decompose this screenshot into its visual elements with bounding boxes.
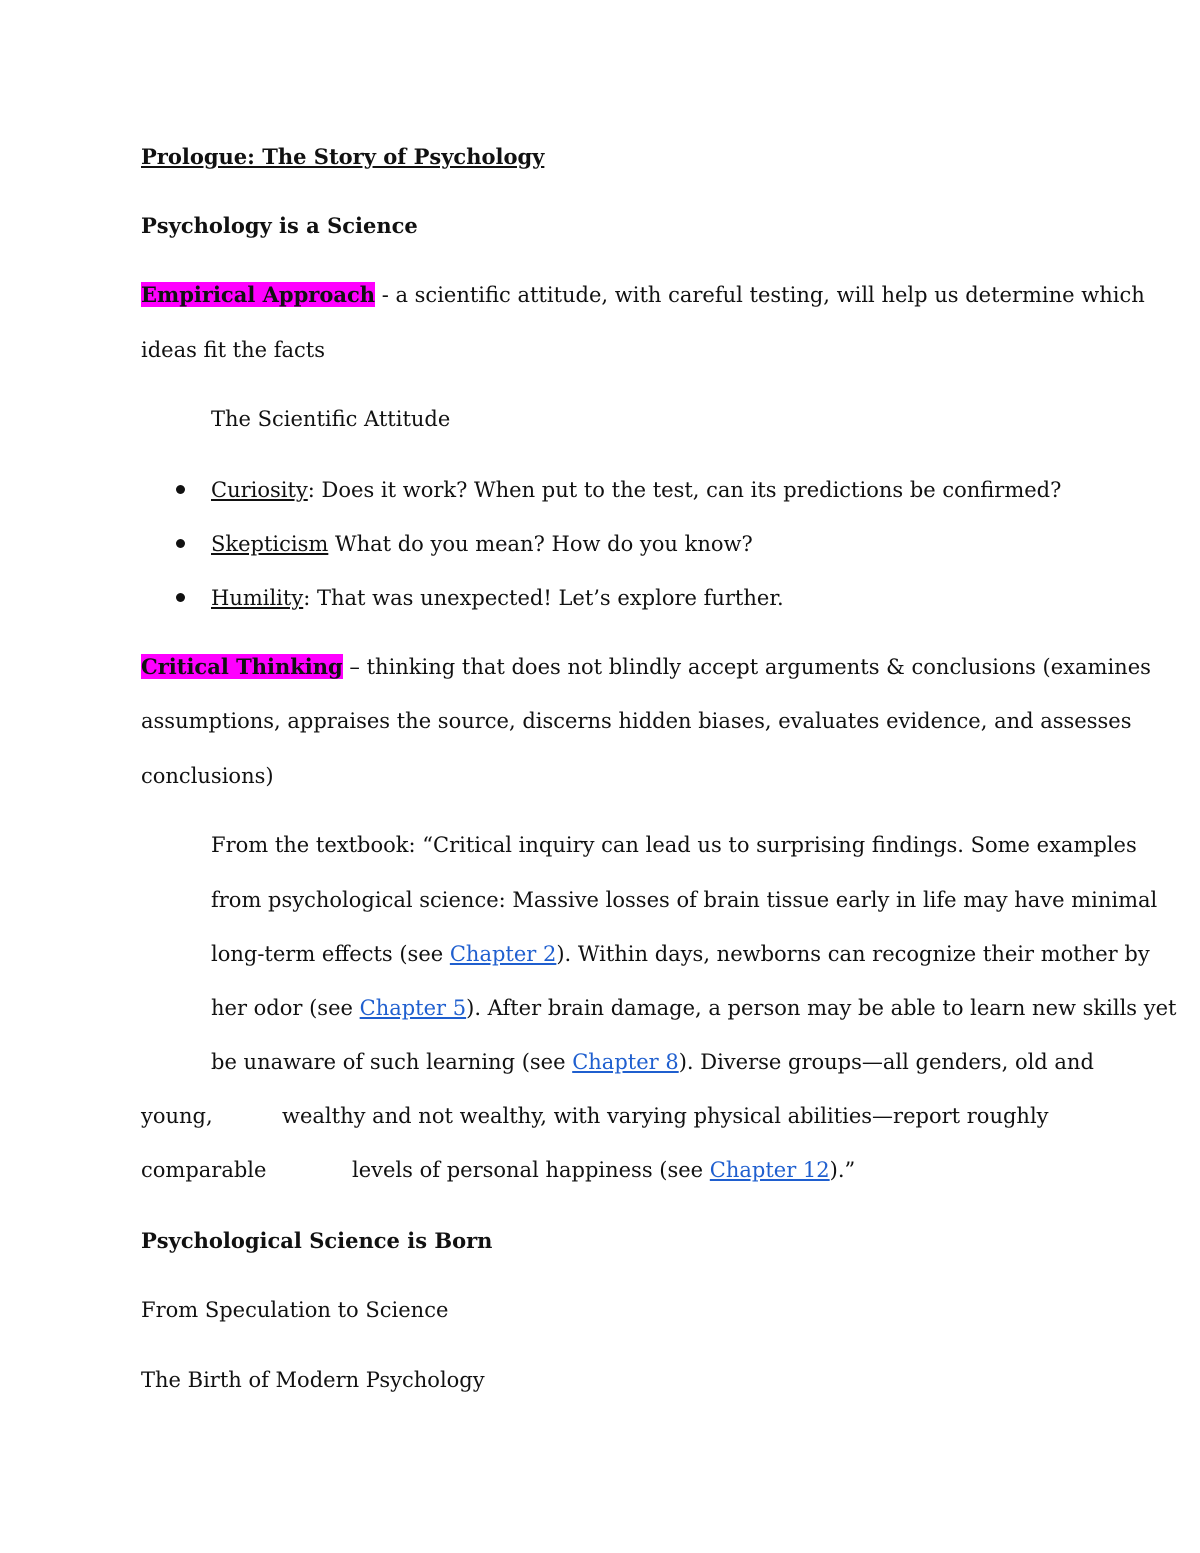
empirical-approach-term: Empirical Approach bbox=[141, 282, 376, 307]
bullet-item-curiosity bbox=[211, 476, 1061, 504]
quote-text: long-term effects (see bbox=[211, 942, 450, 966]
section-heading-science-born: Psychological Science is Born bbox=[141, 1228, 493, 1253]
chapter-8-link[interactable]: Chapter 8 bbox=[572, 1050, 679, 1074]
bullet-icon bbox=[176, 539, 185, 548]
quote-line-5 bbox=[211, 1048, 1094, 1076]
curiosity-text: : Does it work? When put to the test, can its predictions be confirmed? bbox=[307, 478, 1062, 502]
quote-text: be unaware of such learning (see bbox=[211, 1050, 573, 1074]
skepticism-text: What do you mean? How do you know? bbox=[328, 532, 753, 556]
bullet-item-humility bbox=[211, 584, 784, 612]
empirical-approach-text: - a scientific attitude, with careful testing, will help us determine which bbox=[375, 283, 1145, 307]
quote-line-7a: comparable bbox=[141, 1158, 267, 1182]
quote-line-4 bbox=[211, 994, 1176, 1022]
quote-text: levels of personal happiness (see bbox=[352, 1158, 710, 1182]
curiosity-term: Curiosity bbox=[211, 478, 308, 502]
bullet-icon bbox=[176, 485, 185, 494]
quote-text: ).” bbox=[829, 1158, 856, 1182]
quote-line-2: from psychological science: Massive losses of brain tissue early in life may have minimal bbox=[211, 888, 1158, 912]
humility-term: Humility bbox=[211, 586, 304, 610]
section-heading-psychology-science: Psychology is a Science bbox=[141, 213, 418, 238]
humility-text: : That was unexpected! Let’s explore further. bbox=[303, 586, 784, 610]
subheading-speculation-to-science: From Speculation to Science bbox=[141, 1298, 449, 1322]
critical-thinking-definition bbox=[141, 653, 1151, 681]
quote-line-6b: wealthy and not wealthy, with varying physical abilities—report roughly bbox=[282, 1104, 1049, 1128]
empirical-approach-definition bbox=[141, 281, 1145, 309]
critical-thinking-term: Critical Thinking bbox=[141, 654, 343, 679]
scientific-attitude-subheading: The Scientific Attitude bbox=[211, 407, 451, 431]
quote-text: ). Within days, newborns can recognize their mother by bbox=[556, 942, 1150, 966]
quote-line-3 bbox=[211, 940, 1150, 968]
subheading-birth-modern-psychology: The Birth of Modern Psychology bbox=[141, 1368, 485, 1392]
quote-line-6a: young, bbox=[141, 1104, 213, 1128]
chapter-12-link[interactable]: Chapter 12 bbox=[709, 1158, 830, 1182]
document-title: Prologue: The Story of Psychology bbox=[141, 144, 545, 169]
quote-line-7b bbox=[352, 1156, 855, 1184]
quote-line-1: From the textbook: “Critical inquiry can lead us to surprising findings. Some examples bbox=[211, 833, 1137, 857]
critical-thinking-continuation-2: conclusions) bbox=[141, 764, 274, 788]
chapter-5-link[interactable]: Chapter 5 bbox=[359, 996, 467, 1020]
quote-text: her odor (see bbox=[211, 996, 360, 1020]
quote-text: ). Diverse groups—all genders, old and bbox=[678, 1050, 1094, 1074]
critical-thinking-continuation-1: assumptions, appraises the source, discerns hidden biases, evaluates evidence, and assesses bbox=[141, 709, 1132, 733]
bullet-item-skepticism bbox=[211, 530, 753, 558]
empirical-approach-continuation: ideas fit the facts bbox=[141, 338, 326, 362]
critical-thinking-text: – thinking that does not blindly accept arguments & conclusions (examines bbox=[342, 655, 1151, 679]
skepticism-term: Skepticism bbox=[211, 532, 329, 556]
chapter-2-link[interactable]: Chapter 2 bbox=[449, 942, 557, 966]
quote-text: ). After brain damage, a person may be able to learn new skills yet bbox=[466, 996, 1177, 1020]
bullet-icon bbox=[176, 593, 185, 602]
